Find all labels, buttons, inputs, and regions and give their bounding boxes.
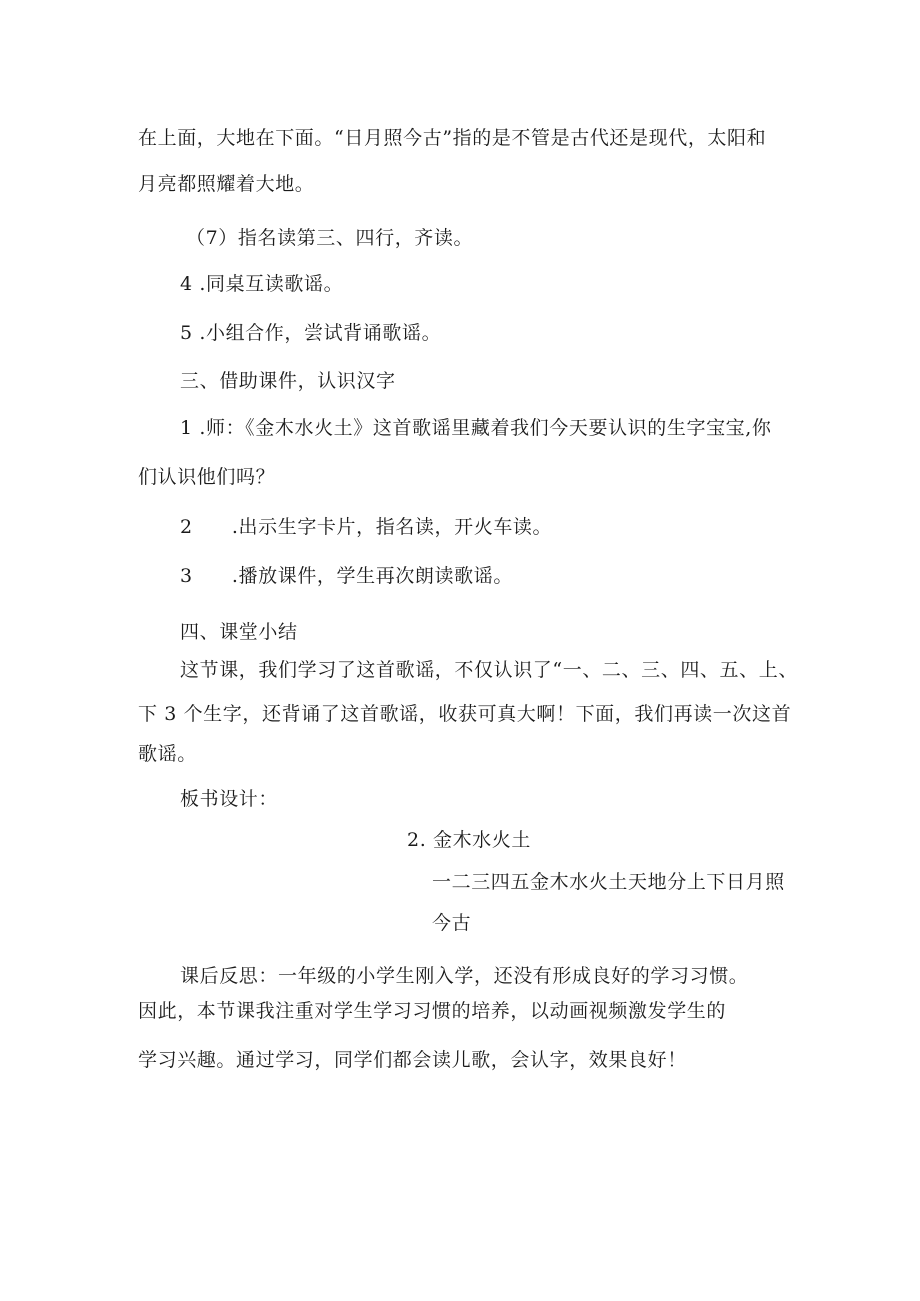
paragraph-line: 下 3 个生字，还背诵了这首歌谣，收获可真大啊！下面，我们再读一次这首 [138, 703, 792, 725]
paragraph-line: 们认识他们吗？ [138, 466, 276, 488]
list-item: 1 .师：《金木水火土》这首歌谣里藏着我们今天要认识的生字宝宝,你 [180, 417, 772, 439]
section-heading: 三、借助课件，认识汉字 [180, 370, 396, 392]
paragraph-line: 月亮都照耀着大地。 [138, 173, 315, 195]
list-item: 5 .小组合作，尝试背诵歌谣。 [180, 322, 442, 344]
reflection-line: 课后反思：一年级的小学生刚入学，还没有形成良好的学习习惯。 [180, 965, 749, 987]
board-design-label: 板书设计： [180, 788, 279, 810]
section-heading: 四、课堂小结 [180, 621, 298, 643]
list-item: 3 .播放课件，学生再次朗读歌谣。 [180, 565, 513, 587]
reflection-line: 因此，本节课我注重对学生学习习惯的培养，以动画视频激发学生的 [138, 1000, 727, 1022]
list-item: 2 .出示生字卡片，指名读，开火车读。 [180, 516, 553, 538]
board-content-line: 今古 [432, 912, 472, 934]
reflection-line: 学习兴趣。通过学习，同学们都会读儿歌，会认字，效果良好！ [138, 1049, 687, 1071]
paragraph-line: 歌谣。 [138, 743, 197, 765]
list-item: 4 .同桌互读歌谣。 [180, 273, 344, 295]
paragraph-line: 这节课，我们学习了这首歌谣，不仅认识了“一、二、三、四、五、上、 [180, 659, 798, 681]
board-content-line: 一二三四五金木水火土天地分上下日月照 [432, 871, 785, 893]
paragraph-line: 在上面，大地在下面。“日月照今古”指的是不管是古代还是现代，太阳和 [138, 127, 767, 149]
paragraph-line: （7）指名读第三、四行，齐读。 [186, 227, 474, 249]
board-title: 2. 金木水火土 [407, 829, 531, 851]
